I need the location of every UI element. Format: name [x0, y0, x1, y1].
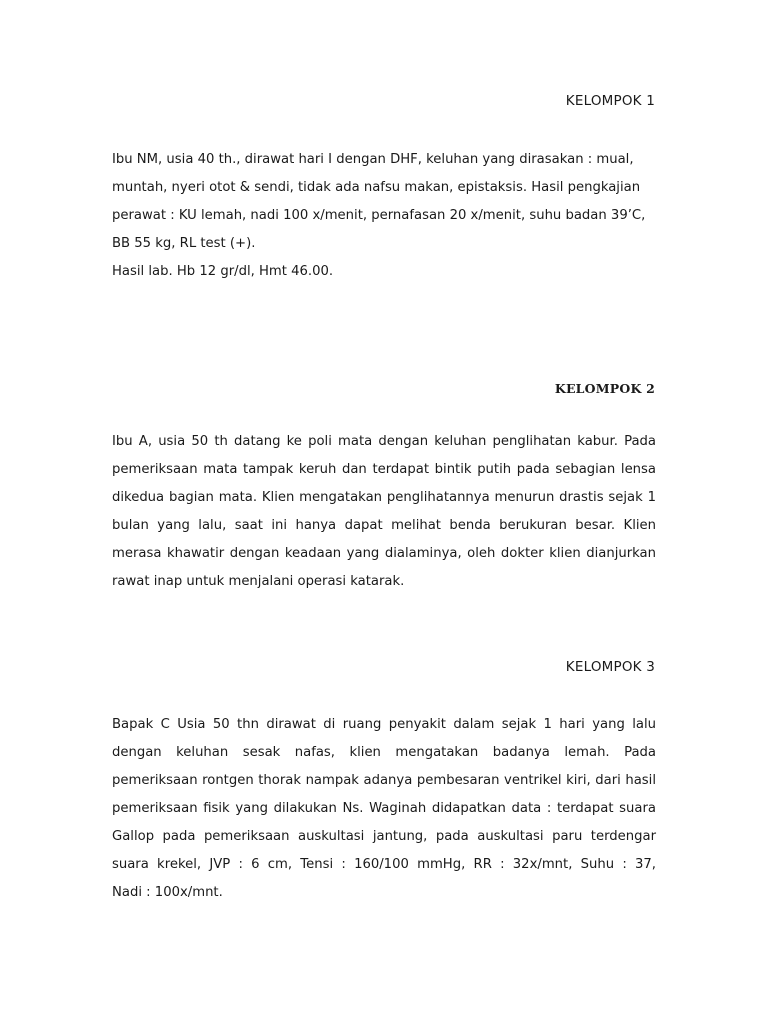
- group-3-line-4: pemeriksaan fisik yang dilakukan Ns. Waginah didapatkan data : terdapat suara: [112, 801, 656, 816]
- group-1-case-text: [112, 146, 656, 286]
- group-1-line-1: Ibu NM, usia 40 th., dirawat hari I dengan DHF, keluhan yang dirasakan : mual,: [112, 152, 634, 167]
- group-3-line-7: Nadi : 100x/mnt.: [112, 885, 223, 900]
- group-1-line-5: Hasil lab. Hb 12 gr/dl, Hmt 46.00.: [112, 264, 334, 279]
- group-1-line-4: BB 55 kg, RL test (+).: [112, 236, 256, 251]
- group-1-line-3: perawat : KU lemah, nadi 100 x/menit, pernafasan 20 x/menit, suhu badan 39’C,: [112, 208, 646, 223]
- group-3-case-text: [112, 711, 656, 907]
- group-2-line-4: bulan yang lalu, saat ini hanya dapat melihat benda berukuran besar. Klien: [112, 518, 656, 533]
- group-2-line-5: merasa khawatir dengan keadaan yang dialaminya, oleh dokter klien dianjurkan: [112, 546, 656, 561]
- group-2-case-text: [112, 428, 656, 596]
- group-1-line-2: muntah, nyeri otot & sendi, tidak ada nafsu makan, epistaksis. Hasil pengkajian: [112, 180, 641, 195]
- group-1-heading: KELOMPOK 1: [565, 93, 655, 109]
- group-2-line-1: Ibu A, usia 50 th datang ke poli mata dengan keluhan penglihatan kabur. Pada: [112, 434, 656, 449]
- group-3-line-3: pemeriksaan rontgen thorak nampak adanya pembesaran ventrikel kiri, dari hasil: [112, 773, 656, 788]
- group-2-heading: KELOMPOK 2: [554, 381, 655, 396]
- group-3-line-2: dengan keluhan sesak nafas, klien mengatakan badanya lemah. Pada: [112, 745, 656, 760]
- group-3-line-1: Bapak C Usia 50 thn dirawat di ruang penyakit dalam sejak 1 hari yang lalu: [112, 717, 656, 732]
- group-3-heading: KELOMPOK 3: [565, 659, 655, 675]
- group-2-line-2: pemeriksaan mata tampak keruh dan terdapat bintik putih pada sebagian lensa: [112, 462, 656, 477]
- group-2-line-3: dikedua bagian mata. Klien mengatakan penglihatannya menurun drastis sejak 1: [112, 490, 656, 505]
- group-3-line-6: suara krekel, JVP : 6 cm, Tensi : 160/100 mmHg, RR : 32x/mnt, Suhu : 37,: [112, 857, 656, 872]
- group-2-line-6: rawat inap untuk menjalani operasi katarak.: [112, 574, 405, 589]
- group-3-line-5: Gallop pada pemeriksaan auskultasi jantung, pada auskultasi paru terdengar: [112, 829, 656, 844]
